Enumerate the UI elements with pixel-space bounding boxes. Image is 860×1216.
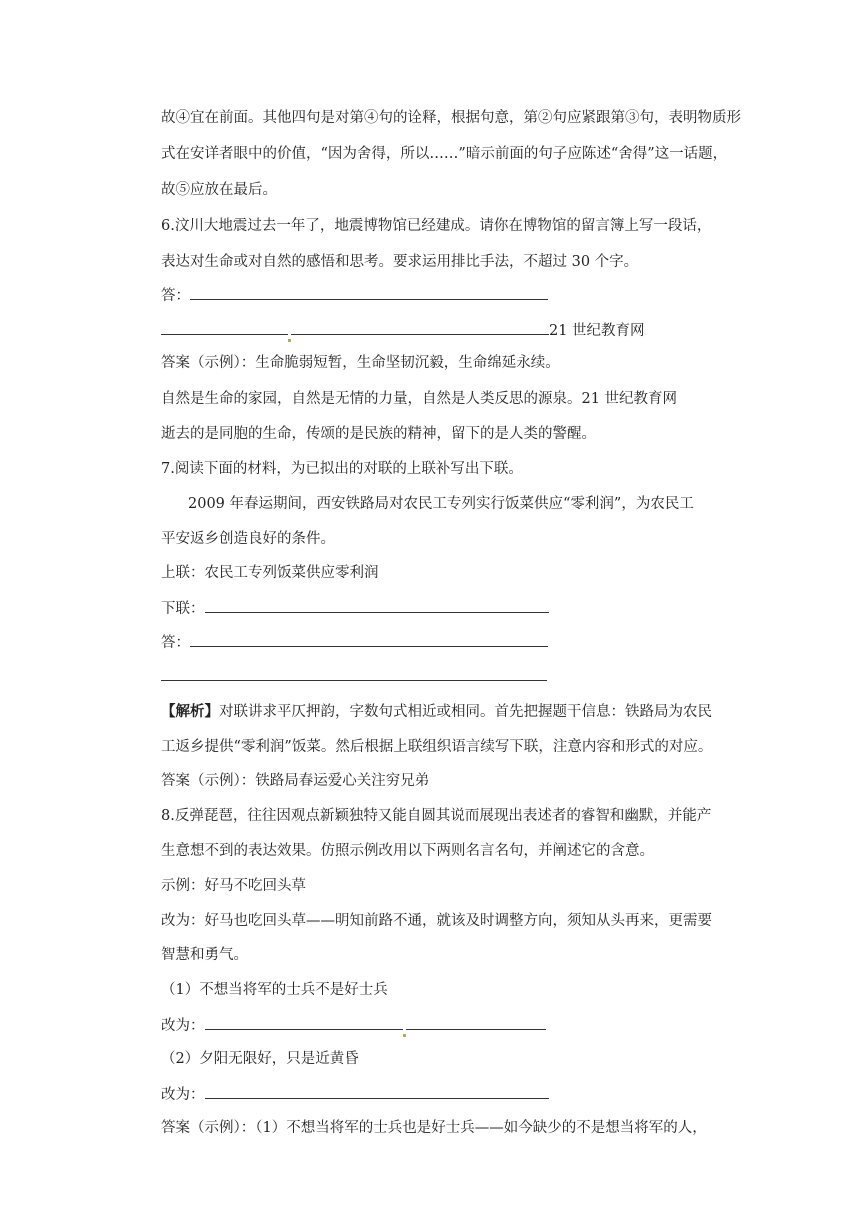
text-line: 故④宜在前面。其他四句是对第④句的诠释，根据句意，第②句应紧跟第③句，表明物质形 xyxy=(161,110,741,126)
question-6: 6.汶川大地震过去一年了，地震博物馆已经建成。请你在博物馆的留言簿上写一段话， xyxy=(161,218,712,234)
text-line: 答案（示例）：生命脆弱短暂，生命坚韧沉毅，生命绵延永续。 xyxy=(161,355,560,371)
dot-mark xyxy=(288,339,291,342)
question-8: 8.反弹琵琶，往往因观点新颖独特又能自圆其说而展现出表述者的睿智和幽默，并能产 xyxy=(161,808,712,824)
answer-label: 下联： xyxy=(161,601,205,617)
answer-blank[interactable] xyxy=(205,598,549,613)
answer-line xyxy=(161,1015,546,1036)
text-line: 示例：好马不吃回头草 xyxy=(161,878,306,894)
text-line: 自然是生命的家园，自然是无情的力量，自然是人类反思的源泉。21 世纪教育网 xyxy=(161,391,678,407)
answer-label: 答： xyxy=(161,288,190,304)
analysis-text: 对联讲求平仄押韵，字数句式相近或相同。首先把握题干信息：铁路局为农民 xyxy=(219,704,712,720)
answer-blank[interactable] xyxy=(161,320,288,335)
text-line: 平安返乡创造良好的条件。 xyxy=(161,531,335,547)
text-line: 表达对生命或对自然的感悟和思考。要求运用排比手法，不超过 30 个字。 xyxy=(161,254,639,270)
answer-blank[interactable] xyxy=(161,666,547,681)
text-line: 故⑤应放在最后。 xyxy=(161,182,277,198)
text-line: 上联：农民工专列饭菜供应零利润 xyxy=(161,565,379,581)
analysis-line xyxy=(161,702,712,722)
text-line: 2009 年春运期间，西安铁路局对农民工专列实行饭菜供应“零利润”，为农民工 xyxy=(188,496,694,512)
text-line: 工返乡提供“零利润”饭菜。然后根据上联组织语言续写下联，注意内容和形式的对应。 xyxy=(161,739,713,755)
answer-blank[interactable] xyxy=(190,285,548,300)
text-line: 答案（示例）：铁路局春运爱心关注穷兄弟 xyxy=(161,773,430,789)
answer-line xyxy=(161,1084,549,1105)
text-line: （2）夕阳无限好，只是近黄昏 xyxy=(161,1051,359,1067)
answer-blank[interactable] xyxy=(190,632,548,647)
answer-label: 改为： xyxy=(161,1018,205,1034)
answer-line xyxy=(161,598,549,619)
text-line: 逝去的是同胞的生命，传颂的是民族的精神，留下的是人类的警醒。 xyxy=(161,426,596,442)
answer-line xyxy=(161,285,548,306)
answer-line xyxy=(161,666,547,687)
text-line: （1）不想当将军的士兵不是好士兵 xyxy=(161,982,388,998)
analysis-tag: 【解析】 xyxy=(161,703,219,720)
text-line: 改为：好马也吃回头草——明知前路不通，就该及时调整方向，须知从头再来，更需要 xyxy=(161,913,712,929)
answer-blank[interactable] xyxy=(205,1084,549,1099)
text-line: 智慧和勇气。 xyxy=(161,947,248,963)
text-line: 答案（示例）：（1）不想当将军的士兵也是好士兵——如今缺少的不是想当将军的人， xyxy=(161,1120,707,1136)
text-line: 生意想不到的表达效果。仿照示例改用以下两则名言名句，并阐述它的含意。 xyxy=(161,843,654,859)
answer-label: 改为： xyxy=(161,1087,205,1103)
answer-line xyxy=(161,320,645,341)
answer-label: 答： xyxy=(161,635,190,651)
question-7: 7.阅读下面的材料，为已拟出的对联的上联补写出下联。 xyxy=(161,461,523,477)
answer-line xyxy=(161,632,548,653)
answer-blank[interactable] xyxy=(291,320,549,335)
text-line: 式在安详者眼中的价值，“因为舍得，所以……”暗示前面的句子应陈述“舍得”这一话题， xyxy=(161,146,728,162)
watermark-text: 21 世纪教育网 xyxy=(549,323,645,339)
dot-mark xyxy=(403,1034,406,1037)
answer-blank[interactable] xyxy=(205,1015,403,1030)
answer-blank[interactable] xyxy=(406,1015,546,1030)
